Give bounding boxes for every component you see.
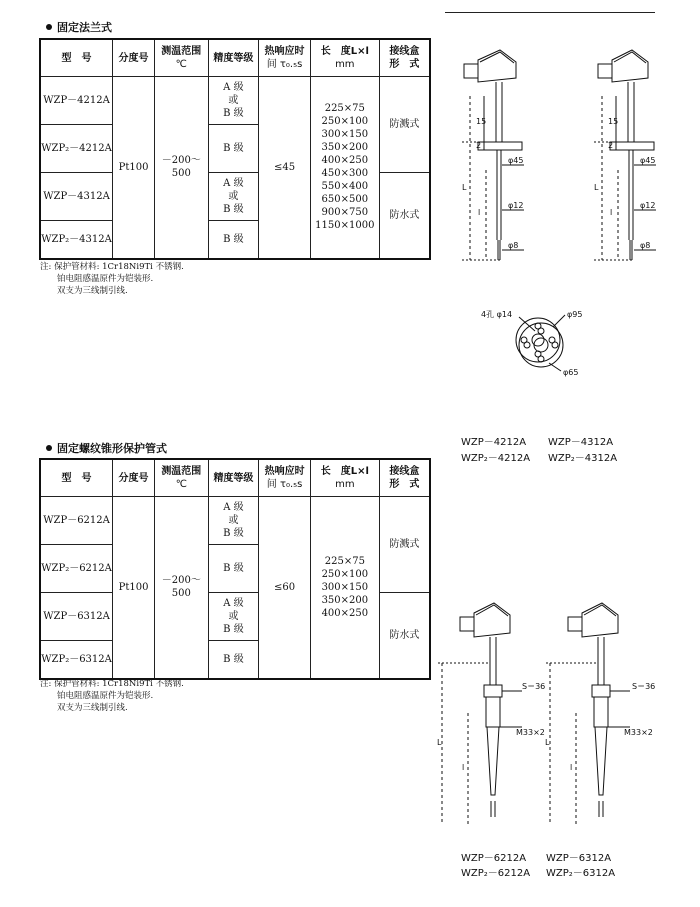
note-line: 注: 保护管材料: 1Cr18Ni9Ti 不锈钢. <box>40 679 184 689</box>
drawing-label: WZP－4312A <box>548 437 614 448</box>
header-range: 测温范围 ℃ <box>154 39 208 77</box>
m33-right: M33×2 <box>624 728 653 737</box>
box-cell: 防溅式 <box>379 77 430 173</box>
drawing-label: WZP₂－4312A <box>548 453 618 464</box>
model-cell: WZP₂－4312A <box>40 221 113 259</box>
model-cell: WZP₂－6212A <box>40 545 113 593</box>
phi8-left: φ8 <box>508 241 519 250</box>
range-cell: －200～ 500 <box>154 77 208 259</box>
accuracy-cell: A 级 或 B 级 <box>208 77 259 125</box>
header-model: 型 号 <box>40 459 113 497</box>
dim-15-left: 15 <box>476 117 487 126</box>
header-accuracy: 精度等级 <box>208 39 259 77</box>
header-division: 分度号 <box>113 459 155 497</box>
header-division: 分度号 <box>113 39 155 77</box>
cable-gland-left <box>464 64 478 78</box>
section-title-flange <box>46 19 112 35</box>
header-length: 长 度L×l mm <box>310 459 379 497</box>
flange-phi65-label: φ65 <box>563 368 579 377</box>
drawing-label: WZP₂－6212A <box>461 868 531 879</box>
notes-thread <box>40 678 184 714</box>
response-cell: ≤60 <box>259 497 311 679</box>
accuracy-cell: B 级 <box>208 221 259 259</box>
drawing-label: WZP－4212A <box>461 437 527 448</box>
note-line: 双支为三线制引线. <box>57 703 128 713</box>
section-title-thread <box>46 440 167 456</box>
phi8-right: φ8 <box>640 241 651 250</box>
phi12-right: φ12 <box>640 201 656 210</box>
flange-holes-label: 4孔 φ14 <box>481 310 513 319</box>
table-header-row <box>40 459 430 497</box>
note-line: 双支为三线制引线. <box>57 286 128 296</box>
note-line: 铂电阻感温原件为铠装形. <box>57 691 154 701</box>
threaded-thermometer-drawing <box>438 585 688 855</box>
notes-flange <box>40 261 184 297</box>
dim-L-left: L <box>437 738 442 747</box>
drawing-label: WZP₂－4212A <box>461 453 531 464</box>
header-length: 长 度L×l mm <box>310 39 379 77</box>
bullet-icon <box>46 445 52 451</box>
header-box: 接线盒 形 式 <box>379 459 430 497</box>
section-title-text: 固定螺纹锥形保护管式 <box>57 442 167 455</box>
header-response: 热响应时 间 τ₀.₅s <box>259 39 311 77</box>
length-cell: 225×75 250×100 300×150 350×200 400×250 <box>310 497 379 679</box>
table-header-row <box>40 39 430 77</box>
s36-right: S＝36 <box>632 682 656 691</box>
s36-left: S＝36 <box>522 682 546 691</box>
accuracy-cell: A 级 或 B 级 <box>208 173 259 221</box>
accuracy-cell: A 级 或 B 级 <box>208 497 259 545</box>
header-response: 热响应时 间 τ₀.₅s <box>259 459 311 497</box>
dim-L-left: L <box>462 183 467 192</box>
box-cell: 防水式 <box>379 593 430 679</box>
table-row <box>40 497 430 545</box>
dim-2-left: 2 <box>476 141 482 150</box>
spec-table-thread <box>39 458 431 680</box>
section-title-text: 固定法兰式 <box>57 21 112 34</box>
note-line: 铂电阻感温原件为铠装形. <box>57 274 154 284</box>
accuracy-cell: A 级 或 B 级 <box>208 593 259 641</box>
header-box: 接线盒 形 式 <box>379 39 430 77</box>
flange-top-view <box>475 305 615 385</box>
dim-l-right: l <box>610 208 613 217</box>
dim-2-right: 2 <box>608 141 614 150</box>
model-cell: WZP₂－6312A <box>40 641 113 679</box>
phi12-left: φ12 <box>508 201 524 210</box>
phi45-right: φ45 <box>640 156 656 165</box>
dim-15-right: 15 <box>608 117 619 126</box>
header-range: 测温范围 ℃ <box>154 459 208 497</box>
model-cell: WZP₂－4212A <box>40 125 113 173</box>
model-cell: WZP－6212A <box>40 497 113 545</box>
drawing-label: WZP₂－6312A <box>546 868 616 879</box>
range-cell: －200～ 500 <box>154 497 208 679</box>
accuracy-cell: B 级 <box>208 545 259 593</box>
top-rule <box>445 12 655 13</box>
header-model: 型 号 <box>40 39 113 77</box>
flange-phi95-label: φ95 <box>567 310 583 319</box>
drawing-label: WZP－6212A <box>461 853 527 864</box>
model-cell: WZP－4312A <box>40 173 113 221</box>
dim-l-left: l <box>462 763 465 772</box>
division-cell: Pt100 <box>113 497 155 679</box>
note-line: 注: 保护管材料: 1Cr18Ni9Ti 不锈钢. <box>40 262 184 272</box>
flange-thermometer-drawing <box>440 40 700 340</box>
drawing-label: WZP－6312A <box>546 853 612 864</box>
bullet-icon <box>46 24 52 30</box>
table-row <box>40 77 430 125</box>
response-cell: ≤45 <box>259 77 311 259</box>
m33-left: M33×2 <box>516 728 545 737</box>
dim-L-right: L <box>594 183 599 192</box>
model-cell: WZP－6312A <box>40 593 113 641</box>
accuracy-cell: B 级 <box>208 641 259 679</box>
dim-l-left: l <box>478 208 481 217</box>
accuracy-cell: B 级 <box>208 125 259 173</box>
division-cell: Pt100 <box>113 77 155 259</box>
header-accuracy: 精度等级 <box>208 459 259 497</box>
dim-l-right: l <box>570 763 573 772</box>
length-cell: 225×75 250×100 300×150 350×200 400×250 450×300 550×400 650×500 900×750 1150×1000 <box>310 77 379 259</box>
phi45-left: φ45 <box>508 156 524 165</box>
box-cell: 防水式 <box>379 173 430 259</box>
model-cell: WZP－4212A <box>40 77 113 125</box>
dim-L-right: L <box>545 738 550 747</box>
box-cell: 防溅式 <box>379 497 430 593</box>
spec-table-flange <box>39 38 431 260</box>
